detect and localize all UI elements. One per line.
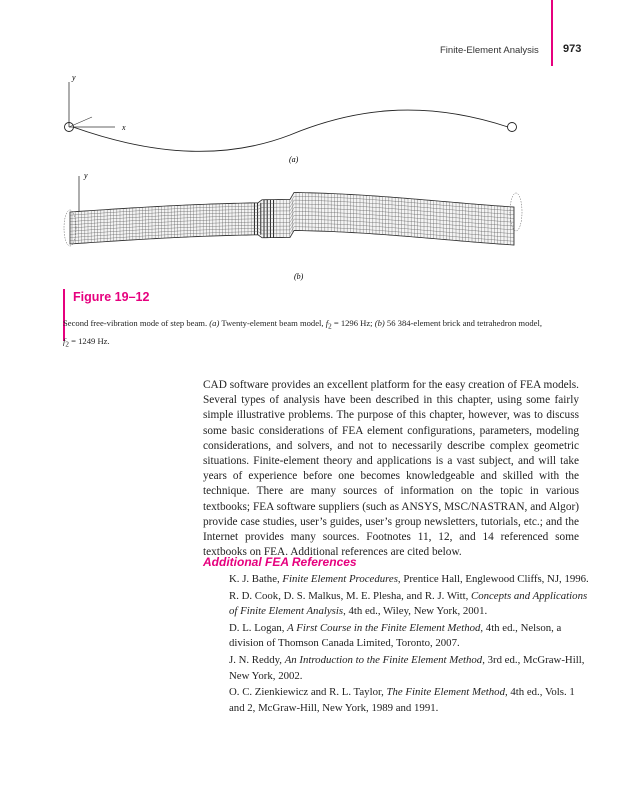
caption-part-3: = 1296 Hz;: [331, 318, 375, 328]
caption-f2-symbol: f: [325, 318, 329, 328]
reference-list: [229, 572, 589, 717]
beam-mesh: [70, 193, 514, 246]
reference-title: An Introduction to the Finite Element Method: [284, 653, 483, 666]
reference-item: [229, 572, 589, 588]
caption-part-5: = 1249 Hz.: [68, 335, 110, 346]
axis-y-label-b: y: [84, 171, 88, 180]
caption-part-a: (a): [209, 318, 220, 328]
reference-authors: R. D. Cook, D. S. Malkus, M. E. Plesha, and R. J. Witt,: [229, 589, 472, 602]
panel-a: [65, 73, 517, 164]
reference-authors: D. L. Logan,: [229, 621, 288, 634]
caption-part-4: 56 384-element brick and tetrahedron model,: [384, 318, 543, 328]
axis-z-line-a: [69, 117, 92, 127]
reference-title: Concepts and Applications of Finite Element Analysis: [229, 589, 588, 618]
right-support-circle: [508, 123, 517, 132]
axis-y-label-a: y: [72, 73, 76, 82]
reference-details: , Prentice Hall, Englewood Cliffs, NJ, 1996.: [397, 573, 589, 585]
section-heading: Additional FEA References: [203, 555, 357, 569]
reference-title: Finite Element Procedures: [282, 573, 398, 585]
reference-authors: J. N. Reddy,: [229, 653, 285, 666]
caption-f2-subscript-b: 2: [65, 340, 69, 349]
reference-title: The Finite Element Method: [386, 686, 505, 699]
reference-item: [229, 653, 589, 684]
figure-title: Figure 19–12: [73, 290, 150, 304]
running-head: Finite-Element Analysis: [440, 45, 539, 56]
caption-part-1: Second free-vibration mode of step beam.: [63, 318, 210, 328]
figure-caption: [63, 316, 583, 351]
header-accent-rule: [551, 0, 553, 66]
beam-mode-shape-line: [73, 110, 508, 151]
reference-details: , 3rd ed., McGraw-Hill, New York, 2002.: [229, 653, 585, 682]
panel-b: [64, 171, 522, 281]
reference-authors: O. C. Zienkiewicz and R. L. Taylor,: [229, 686, 387, 699]
reference-authors: K. J. Bathe,: [229, 573, 283, 585]
panel-b-label: (b): [294, 272, 304, 281]
caption-f2-symbol-b: f: [63, 335, 66, 346]
reference-item: [229, 621, 589, 652]
caption-part-b: (b): [374, 318, 385, 328]
reference-details: , 4th ed., Nelson, a division of Thomson Canada Limited, Toronto, 2007.: [229, 621, 562, 650]
caption-f2-subscript: 2: [328, 322, 332, 331]
reference-item: [229, 685, 589, 716]
panel-a-label: (a): [289, 155, 299, 164]
reference-title: A First Course in the Finite Element Method: [287, 621, 481, 634]
page-number: 973: [563, 43, 582, 55]
reference-details: , 4th ed., Vols. 1 and 2, McGraw-Hill, New York, 1989 and 1991.: [229, 686, 575, 714]
body-paragraph: CAD software provides an excellent platform for the easy creation of FEA models. Several types of analysis have been described in this chapter, using some fairly simple illustrative problems. The purpose of this chapter, however, was to discuss some basic considerations of FEA element configurations, parameters, modeling considerations, and solvers, and not to necessarily describe complex geometric situations. Finite-element theory and applications is a vast subject, and will take years of experience before one becomes knowledgeable and skilled with the technique. There are many sources of information on the topic in various textbooks; FEA software suppliers (such as ANSYS, MSC/NASTRAN, and Algor) provide case studies, user’s guides, user’s group newsletters, tutorials, etc.; and the Internet provides many sources. Footnotes 11, 12, and 14 referenced some textbooks on FEA. Additional references are cited below.: [203, 379, 579, 559]
reference-details: , 4th ed., Wiley, New York, 2001.: [343, 605, 488, 618]
caption-part-2: Twenty-element beam model,: [219, 318, 326, 328]
figure-illustration: [0, 60, 626, 290]
reference-item: [229, 589, 589, 620]
axis-x-label-a: x: [122, 123, 126, 132]
